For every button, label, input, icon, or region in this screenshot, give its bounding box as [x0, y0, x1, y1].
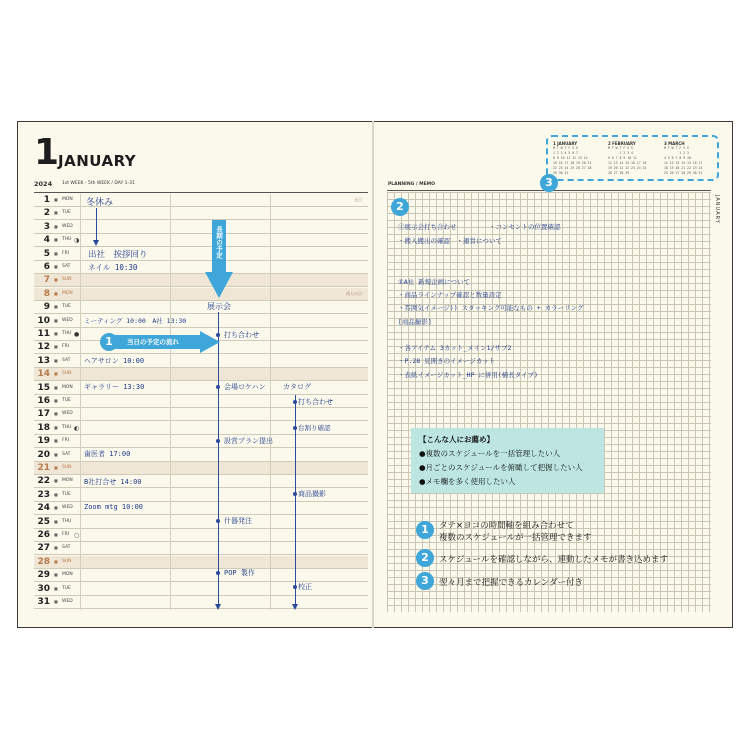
weekday-label: SAT [62, 357, 71, 363]
entry-day6: ネイル 10:30 [88, 263, 138, 272]
weekday-label: WED [62, 411, 73, 417]
day-marker: ■ [54, 545, 58, 551]
day-number: 8 [43, 288, 50, 299]
day-number: 31 [37, 597, 50, 607]
year-label: 2024 [34, 180, 53, 188]
day-marker: ■ [54, 518, 58, 524]
weekday-label: SAT [62, 545, 71, 551]
day-marker: ■ [54, 572, 58, 578]
weekday-label: WED [62, 223, 73, 229]
memo-line: ・P.28 見開きのイメージカット [398, 357, 496, 365]
moon-phase-icon: ◑ [74, 237, 80, 245]
memo-line: [商品撮影] [398, 318, 432, 326]
day-number: 13 [37, 355, 50, 366]
day-row [34, 368, 368, 381]
day-row [34, 435, 368, 448]
page-month-title: JANUARY [58, 152, 137, 170]
day-row [34, 569, 368, 582]
recommend-item: ●メモ欄を多く使用したい人 [419, 477, 516, 486]
entry-day15-c: カタログ [283, 383, 311, 391]
day-marker: ■ [54, 250, 58, 256]
day-row [34, 556, 368, 569]
weekday-label: FRI [62, 250, 70, 256]
timeline-line [218, 312, 219, 608]
day-marker: ■ [54, 558, 58, 564]
page-day-number: 1 [34, 132, 60, 173]
day-number: 23 [37, 489, 50, 500]
day-number: 19 [37, 436, 50, 447]
header-rule [34, 192, 368, 193]
memo-line: ①A社 新規企画について [398, 278, 471, 286]
weekday-label: MON [62, 478, 73, 484]
column-separator [270, 194, 271, 610]
feature-1-line-2: 複数のスケジュールが一括管理できます [439, 533, 592, 543]
day-marker: ■ [54, 478, 58, 484]
feature-2: スケジュールを確認しながら、連動したメモが書き込めます [439, 555, 668, 565]
weekday-label: THU [62, 518, 72, 524]
entry-day29: POP 製作 [224, 569, 255, 577]
day-number: 9 [43, 302, 50, 313]
weekday-label: THU [62, 331, 72, 336]
mini-calendar-mar [664, 141, 714, 176]
mini-calendar-feb [608, 141, 658, 176]
weekday-label: WED [62, 505, 73, 511]
weekday-label: MON [62, 384, 73, 390]
moon-phase-icon: ◐ [74, 424, 80, 432]
day-number: 15 [37, 382, 50, 393]
weekday-label: SUN [62, 371, 72, 377]
memo-line: ・商品ラインナップ確認と数量設定 [398, 291, 502, 299]
day-marker: ■ [54, 264, 58, 269]
timeline-dot [216, 571, 220, 575]
weekday-label: WED [62, 317, 73, 323]
weekday-label: SUN [62, 277, 72, 283]
day-row [34, 583, 368, 596]
day-number: 27 [37, 543, 50, 554]
moon-phase-icon: ● [74, 331, 80, 338]
entry-day9: 展示会 [207, 302, 231, 311]
weekday-label: TUE [62, 398, 71, 403]
entry-day13: ヘアサロン 10:00 [84, 357, 145, 365]
day-number: 11 [37, 329, 50, 339]
planning-memo-label: PLANNING / MEMO [388, 182, 435, 187]
day-number: 6 [43, 262, 50, 272]
callout-badge-3: 3 [540, 174, 558, 192]
weekday-label: MON [62, 197, 73, 202]
day-number: 4 [43, 235, 50, 246]
memo-line: ・雰囲気イメージ)) スタッキング可能なもの + カラーリング [398, 304, 584, 312]
day-row [34, 288, 368, 301]
timeline-dot [293, 492, 297, 496]
timeline-line [96, 208, 97, 242]
entry-day20: 歯医者 17:00 [84, 450, 131, 458]
day-marker: ■ [54, 277, 58, 283]
column-separator [80, 194, 81, 610]
weekday-label: FRI [62, 438, 70, 444]
timeline-dot [216, 439, 220, 443]
day-marker: ■ [54, 384, 58, 390]
day-row [34, 261, 368, 274]
day-number: 22 [37, 476, 50, 487]
day-number: 5 [43, 248, 50, 259]
memo-line: ・各アイテム 3カット_メイン1/サブ2 [398, 344, 512, 352]
day-marker: ■ [54, 505, 58, 511]
day-number: 12 [37, 342, 50, 353]
callout-badge-2: 2 [391, 198, 409, 216]
day-row [34, 596, 368, 609]
timeline-dot [216, 519, 220, 523]
mini-calendar-jan [553, 141, 603, 176]
entry-day5: 出社 挨拶回り [88, 250, 148, 260]
entry-day19: 設営プラン提出 [224, 437, 273, 445]
day-marker: ■ [54, 210, 58, 216]
timeline-dot [293, 426, 297, 430]
mini-calendar-title: 1 JANUARY [553, 141, 578, 146]
day-marker: ■ [54, 223, 58, 229]
day-marker: ■ [54, 599, 58, 604]
mini-calendar-grid: M T W T F S S 1 2 3 4 5 6 7 8 9 10 11 12 13 14 15 16 17 18 19 20 21 22 23 24 25 26 27 28 29 [608, 146, 647, 175]
day-number: 10 [37, 315, 50, 326]
weekday-label: WED [62, 599, 73, 604]
day-number: 25 [37, 516, 50, 527]
day-marker: ■ [54, 371, 58, 377]
long-term-label: 長期の予定 [215, 226, 223, 259]
timeline-dot [293, 400, 297, 404]
memo-line: ①展示会打ち合わせ ・コンセントの位置確認 [398, 223, 561, 231]
weekday-label: TUE [62, 585, 71, 591]
entry-day1: 冬休み [86, 198, 114, 208]
day-number: 17 [37, 409, 50, 420]
day-number: 30 [37, 583, 50, 594]
holiday-label: 元日 [354, 197, 362, 202]
day-number: 26 [37, 530, 50, 540]
weekday-label: SAT [62, 264, 71, 269]
day-marker: ■ [54, 237, 58, 243]
day-row [34, 301, 368, 314]
day-row [34, 529, 368, 542]
mini-calendar-grid: M T W T F S S 1 2 3 4 5 6 7 8 9 10 11 12 13 14 15 16 17 18 19 20 21 22 23 24 25 26 27 28 29 30 31 [664, 146, 703, 175]
day-marker: ■ [54, 398, 58, 403]
feature-1-line-1: タテ×ヨコの時間軸を組み合わせて [439, 521, 574, 531]
day-number: 1 [43, 195, 50, 205]
column-separator [170, 194, 171, 610]
holiday-label: 成人の日 [346, 290, 362, 296]
day-marker: ■ [54, 491, 58, 497]
weekday-label: SUN [62, 558, 72, 564]
day-number: 2 [43, 208, 50, 219]
week-info: 1st WEEK - 5th WEEK / DAY 1-31 [62, 181, 135, 186]
day-number: 24 [37, 503, 50, 514]
day-marker: ■ [54, 290, 58, 296]
day-row [34, 234, 368, 247]
day-number: 21 [37, 463, 50, 473]
mini-calendar-grid: M T W T F S S 1 2 3 4 5 6 7 8 9 10 11 12 13 14 15 16 17 18 19 20 21 22 23 24 25 26 27 28 29 30 31 [553, 146, 592, 175]
day-number: 18 [37, 422, 50, 433]
vertical-month-label: JANUARY [714, 195, 720, 224]
day-row [34, 516, 368, 529]
entry-day22: B社打合せ 14:00 [84, 478, 142, 486]
arrow-down-icon [215, 604, 221, 610]
timeline-dot [216, 385, 220, 389]
day-number: 16 [37, 396, 50, 406]
day-marker: ■ [54, 411, 58, 417]
day-number: 14 [37, 369, 50, 380]
day-marker: ■ [54, 465, 58, 470]
moon-phase-icon: ○ [74, 532, 80, 539]
mini-calendars [546, 135, 719, 181]
entry-day25: 什器発注 [224, 517, 252, 525]
day-row [34, 274, 368, 287]
entry-day24: Zoom mtg 10:00 [84, 503, 144, 511]
day-marker: ■ [54, 585, 58, 591]
day-row [34, 408, 368, 421]
memo-line: ・搬入搬出の確認 ・運営について [398, 237, 502, 245]
mini-calendar-title: 2 FEBRUARY [608, 141, 636, 146]
day-row [34, 542, 368, 555]
day-marker: ■ [54, 532, 58, 537]
weekday-label: FRI [62, 344, 70, 350]
day-marker: ■ [54, 424, 58, 430]
mini-calendar-title: 3 MARCH [664, 141, 685, 146]
day-number: 7 [43, 275, 50, 286]
day-marker: ■ [54, 451, 58, 457]
entry-day15-a: ギャラリー 13:30 [84, 383, 145, 391]
day-number: 29 [37, 570, 50, 581]
callout-badge-1: 1 [100, 333, 118, 351]
day-marker: ■ [54, 197, 58, 202]
day-number: 3 [43, 221, 50, 232]
feature-badge-3: 3 [416, 572, 434, 590]
weekday-label: THU [62, 237, 72, 243]
day-number: 28 [37, 556, 50, 567]
weekday-label: SAT [62, 451, 71, 457]
weekday-label: TUE [62, 304, 71, 310]
entry-day11: 打ち合わせ [224, 331, 259, 339]
entry-day23: 商品撮影 [298, 490, 326, 498]
daily-flow-label: 当日の予定の流れ [127, 338, 179, 346]
arrow-down-icon [93, 240, 99, 246]
entry-day31: 校正 [298, 583, 312, 591]
weekday-label: THU [62, 424, 72, 430]
day-marker: ■ [54, 331, 58, 336]
feature-badge-2: 2 [416, 549, 434, 567]
day-number: 20 [37, 449, 50, 460]
day-row [34, 221, 368, 234]
weekday-label: MON [62, 290, 73, 296]
timeline-dot [293, 585, 297, 589]
entry-day16: 打ち合わせ [298, 398, 333, 406]
feature-badge-1: 1 [416, 521, 434, 539]
feature-3: 翌々月まで把握できるカレンダー付き [439, 578, 583, 588]
day-row [34, 194, 368, 207]
day-marker: ■ [54, 438, 58, 444]
memo-grid [387, 192, 711, 612]
weekday-label: TUE [62, 491, 71, 497]
weekday-label: FRI [62, 532, 70, 537]
recommend-box [411, 428, 604, 493]
day-row [34, 248, 368, 261]
entry-day10: ミーティング 10:00 A社 13:30 [84, 317, 187, 325]
day-row [34, 462, 368, 475]
recommend-title: 【こんな人にお薦め】 [419, 435, 494, 444]
day-marker: ■ [54, 304, 58, 310]
day-marker: ■ [54, 317, 58, 323]
day-marker: ■ [54, 344, 58, 350]
memo-line: ・表紙イメージカット_HP に併用(横長タイプ) [398, 371, 538, 379]
weekday-label: SUN [62, 465, 72, 470]
weekday-label: TUE [62, 210, 71, 216]
page-fold [372, 121, 374, 628]
entry-day18: 台割り確認 [298, 424, 331, 432]
day-row [34, 207, 368, 220]
entry-day15-b: 会場ロケハン [224, 383, 266, 391]
weekday-label: MON [62, 572, 73, 578]
day-marker: ■ [54, 357, 58, 363]
recommend-item: ●月ごとのスケジュールを俯瞰して把握したい人 [419, 463, 583, 472]
recommend-item: ●複数のスケジュールを一括管理したい人 [419, 449, 561, 458]
arrow-down-icon [292, 604, 298, 610]
